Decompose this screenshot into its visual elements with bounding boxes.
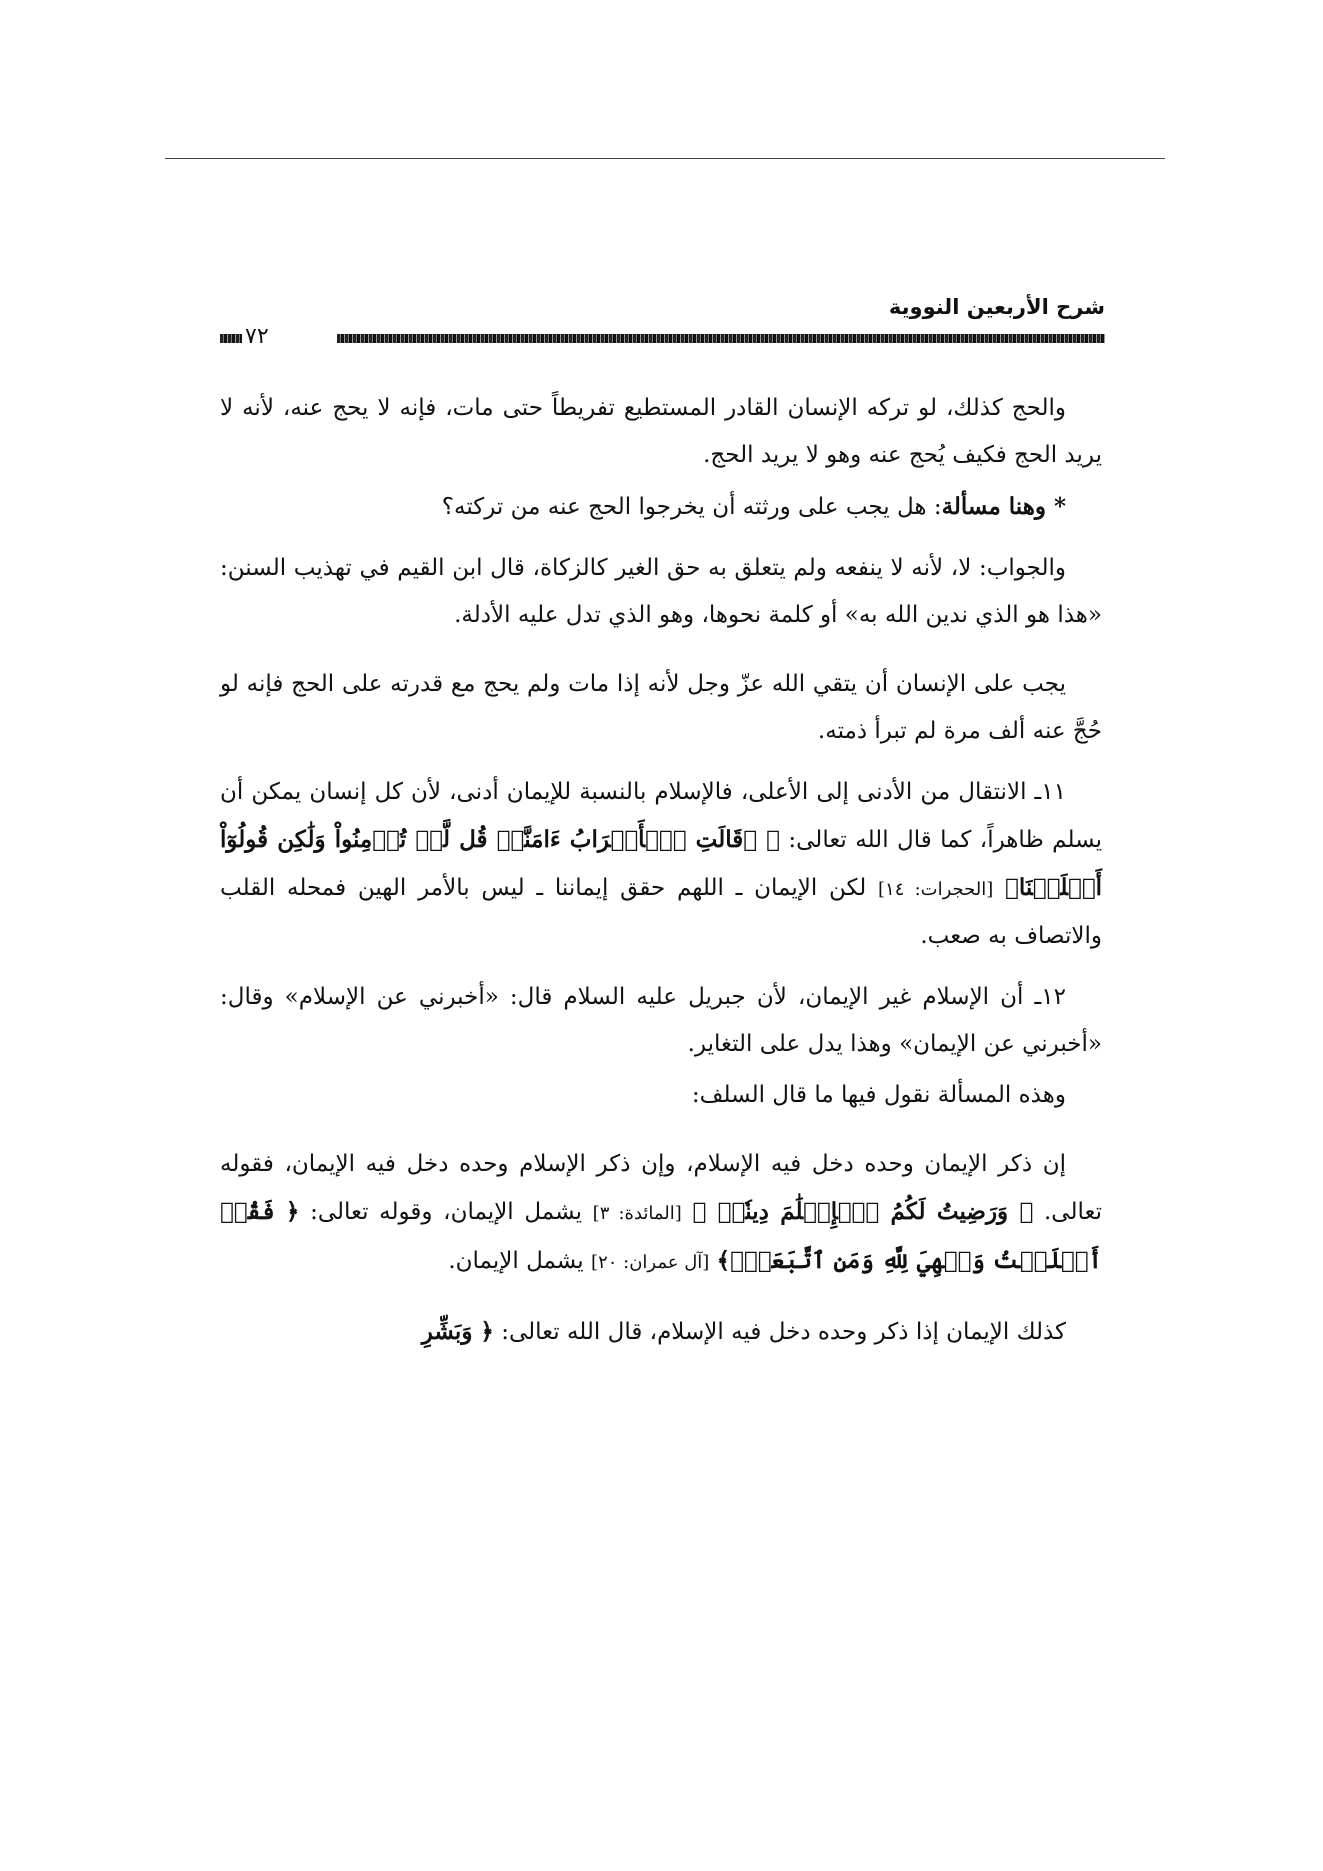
- book-title: شرح الأربعين النووية: [888, 295, 1105, 319]
- point-11-text: ١١ـ الانتقال من الأدنى إلى الأعلى، فالإسلام بالنسبة للإيمان أدنى، لأن كل إنسان يمكن أن يسلم ظاهراً، كما قال الله تعالى:: [220, 779, 1103, 853]
- citation-maidah: [المائدة: ٣]: [592, 1203, 682, 1224]
- iman-islam-end: يشمل الإيمان.: [448, 1248, 584, 1274]
- paragraph-point-11: [220, 769, 1102, 960]
- paragraph-obligation: يجب على الإنسان أن يتقي الله عزّ وجل لأنه إذا مات ولم يحج مع قدرته على الحج فإنه لو حُجَّ عنه ألف مرة لم تبرأ ذمته.: [220, 671, 1102, 744]
- paragraph-iman-alone: [220, 1308, 1102, 1356]
- paragraph-issue-question: [220, 483, 1102, 531]
- iman-islam-text: إن ذكر الإيمان وحده دخل فيه الإسلام، وإن ذكر الإسلام وحده دخل فيه الإيمان، فقوله تعالى.: [220, 1151, 1102, 1225]
- issue-marker: * وهنا مسألة: [941, 493, 1066, 520]
- page-top-rule: [165, 158, 1165, 159]
- header-rule-tail: [220, 334, 242, 343]
- citation-al-imran: [آل عمران: ٢٠]: [591, 1252, 710, 1273]
- issue-text: : هل يجب على ورثته أن يخرجوا الحج عنه من تركته؟: [441, 494, 942, 520]
- header-rule: [337, 334, 1105, 343]
- quran-verse-al-imran: ﴿ فَقُلۡ أَسۡلَمۡتُ وَجۡهِيَ لِلَّهِ وَمَنِ ٱتَّبَعَنِۗ﴾: [220, 1198, 1102, 1274]
- quran-verse-maidah: ﴿ وَرَضِيتُ لَكُمُ ٱلۡإِسۡلَٰمَ دِينٗاۚ ﴾: [692, 1198, 1034, 1225]
- citation-hujurat: [الحجرات: ١٤]: [878, 879, 994, 900]
- quran-verse-fragment: ﴿ وَبَشِّرِ: [421, 1318, 494, 1345]
- paragraph-hajj-neglect: والحج كذلك، لو تركه الإنسان القادر المستطيع تفريطاً حتى مات، فإنه لا يحج عنه، لأنه لا يريد الحج فكيف يُحج عنه وهو لا يريد الحج.: [220, 395, 1102, 468]
- paragraph-answer: والجواب: لا، لأنه لا ينفعه ولم يتعلق به حق الغير كالزكاة، قال ابن القيم في تهذيب السنن: «هذا هو الذي ندين الله به» أو كلمة نحوها، وهو الذي تدل عليه الأدلة.: [220, 555, 1102, 628]
- iman-islam-middle: يشمل الإيمان، وقوله تعالى:: [310, 1199, 582, 1225]
- paragraph-iman-islam: [220, 1141, 1102, 1286]
- point-11-continuation: لكن الإيمان ـ اللهم حقق إيماننا ـ ليس بالأمر الهين فمحله القلب والاتصاف به صعب.: [220, 875, 1102, 949]
- page-body: [220, 385, 1102, 1356]
- paragraph-point-12: ١٢ـ أن الإسلام غير الإيمان، لأن جبريل عليه السلام قال: «أخبرني عن الإسلام» وقال: «أخبرني عن الإيمان» وهذا يدل على التغاير.: [220, 984, 1102, 1057]
- running-header: [225, 295, 1105, 355]
- page-number: ٧٢: [245, 324, 269, 349]
- iman-alone-text: كذلك الإيمان إذا ذكر وحده دخل فيه الإسلام، قال الله تعالى:: [501, 1319, 1066, 1345]
- quran-verse-hujurat: ﴿ ۞قَالَتِ ٱلۡأَعۡرَابُ ءَامَنَّاۖ قُل لَّمۡ تُؤۡمِنُواْ وَلَٰكِن قُولُوٓاْ أَسۡلَمۡنَا﴾: [220, 826, 1103, 901]
- paragraph-salaf-intro: وهذه المسألة نقول فيها ما قال السلف:: [691, 1082, 1066, 1108]
